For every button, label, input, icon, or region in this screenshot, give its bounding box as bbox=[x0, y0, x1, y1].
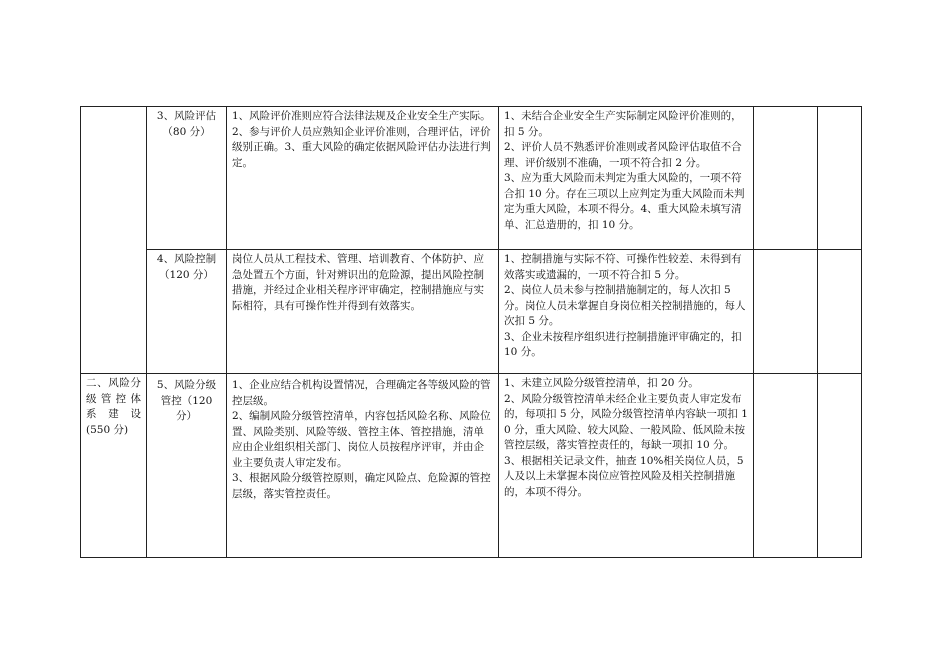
item-score: （80 分） bbox=[162, 125, 211, 138]
table-row bbox=[81, 374, 862, 558]
item-cell bbox=[147, 374, 227, 558]
score-cell bbox=[754, 374, 818, 558]
item-name: 4、风险控制 bbox=[156, 253, 217, 265]
item-cell bbox=[147, 250, 227, 374]
table-row bbox=[81, 250, 862, 374]
remark-cell bbox=[818, 107, 862, 250]
remark-cell bbox=[818, 250, 862, 374]
remark-cell bbox=[818, 374, 862, 558]
requirement-cell: 1、风险评价准则应符合法律法规及企业安全生产实际。 2、参与评价人员应熟知企业评价准则，合理评估，评价级别正确。3、重大风险的确定依据风险评估办法进行判定。 bbox=[227, 107, 499, 250]
score-cell bbox=[754, 107, 818, 250]
requirement-cell: 岗位人员从工程技术、管理、培训教育、个体防护、应急处置五个方面，针对辨识出的危险源，提出风险控制措施，并经过企业相关程序评审确定，控制措施应与实际相符，具有可操作性并得到有效落实。 bbox=[227, 250, 499, 374]
scoring-table bbox=[80, 106, 862, 558]
item-cell bbox=[147, 107, 227, 250]
scoring-rule-cell: 1、控制措施与实际不符、可操作性较差、未得到有效落实或遗漏的，一项不符合扣 5 分。 2、岗位人员未参与控制措施制定的，每人次扣 5 分。岗位人员未掌握自身岗位相关控制措施的，每人次扣 5 分。 3、企业未按程序组织进行控制措施评审确定的，扣 10 分。 bbox=[499, 250, 754, 374]
table-row bbox=[81, 107, 862, 250]
score-cell bbox=[754, 250, 818, 374]
category-line: 级管控体 bbox=[86, 392, 141, 405]
category-cell-empty bbox=[81, 107, 147, 374]
scoring-rule-cell: 1、未建立风险分级管控清单，扣 20 分。 2、风险分级管控清单未经企业主要负责人审定发布的，每项扣 5 分，风险分级管控清单内容缺一项扣 10 分，重大风险、较大风险、一般风险、低风险未按管控层级，落实管控责任的，每缺一项扣 10 分。 3、根据相关记录文件，抽查 10%相关岗位人员，5 人及以上未掌握本岗位应管控风险及相关控制措施的，本项不得分。 bbox=[499, 374, 754, 558]
category-line: 二、风险分 bbox=[86, 377, 141, 389]
category-line: 系 建 设 bbox=[86, 408, 141, 420]
scoring-rule-cell: 1、未结合企业安全生产实际制定风险评价准则的，扣 5 分。 2、评价人员不熟悉评价准则或者风险评估取值不合理、评价级别不准确，一项不符合扣 2 分。 3、应为重大风险而未判定为重大风险的，一项不符合扣 10 分。存在三项以上应判定为重大风险而未判定为重大风险，本项不得分。4、重大风险未填写清单、汇总造册的，扣 10 分。 bbox=[499, 107, 754, 250]
item-name-cont: 管控（120 bbox=[160, 394, 213, 407]
category-score: (550 分) bbox=[86, 423, 129, 436]
category-cell bbox=[81, 374, 147, 558]
item-name: 3、风险评估 bbox=[156, 110, 217, 122]
item-score: 分） bbox=[176, 410, 197, 422]
requirement-cell: 1、企业应结合机构设置情况，合理确定各等级风险的管控层级。 2、编制风险分级管控清单，内容包括风险名称、风险位置、风险类别、风险等级、管控主体、管控措施，清单应由企业组织相关部门、岗位人员按程序评审，并由企业主要负责人审定发布。 3、根据风险分级管控原则，确定风险点、危险源的管控层级，落实管控责任。 bbox=[227, 374, 499, 558]
item-name: 5、风险分级 bbox=[156, 379, 217, 391]
item-score: （120 分） bbox=[159, 268, 214, 281]
